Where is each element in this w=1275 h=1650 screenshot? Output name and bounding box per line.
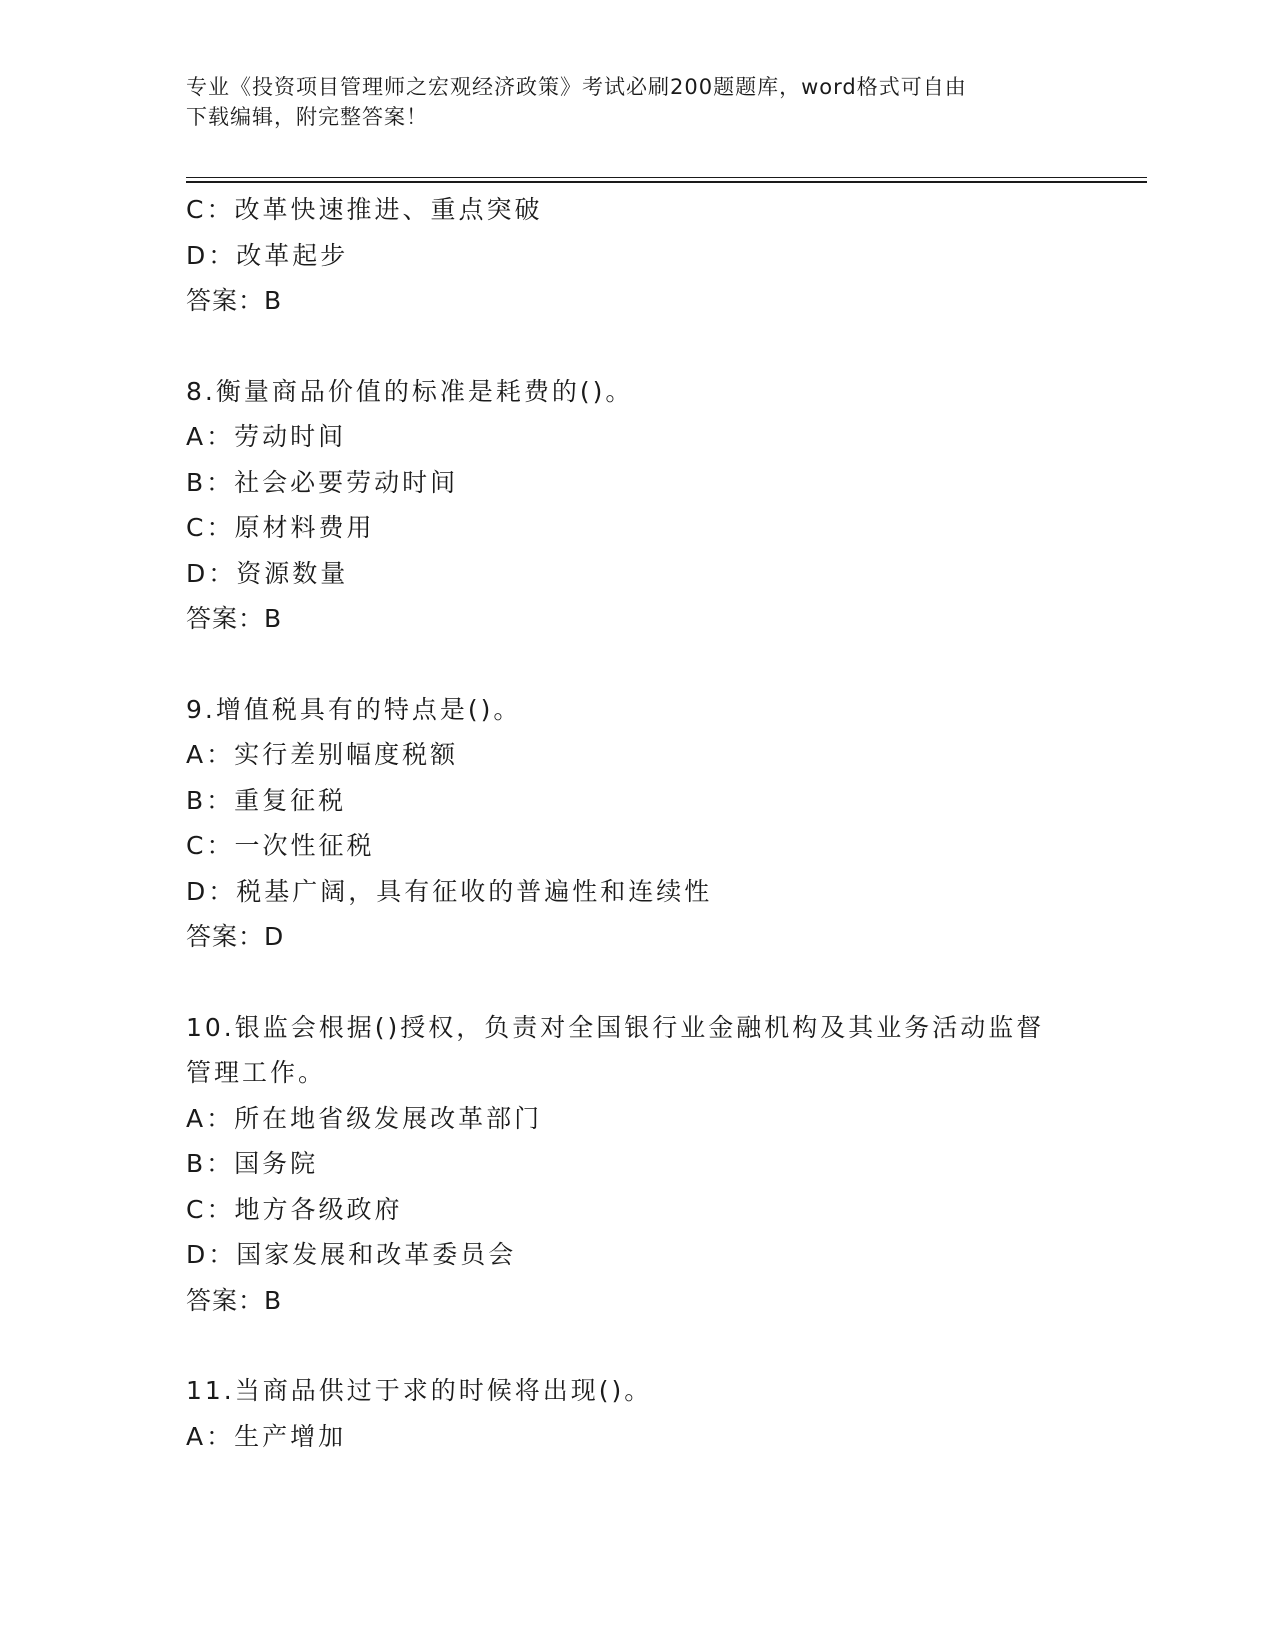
- option-a: [186, 732, 1146, 778]
- spacer: [186, 642, 1146, 687]
- question-7-continued: [186, 187, 1146, 324]
- spacer: [186, 324, 1146, 369]
- option-text: 劳动时间: [234, 422, 347, 451]
- option-text: 所在地省级发展改革部门: [234, 1103, 543, 1133]
- question-10: [186, 1005, 1146, 1324]
- answer: 答案：D: [186, 922, 285, 951]
- question-9: [186, 687, 1146, 960]
- header-title-line-1: 专业《投资项目管理师之宏观经济政策》考试必刷200题题库，word格式可自由: [186, 75, 967, 99]
- option-text: 一次性征税: [234, 831, 375, 860]
- option-text: 国家发展和改革委员会: [236, 1240, 517, 1269]
- option-label: C：: [186, 831, 235, 860]
- option-text: 原材料费用: [234, 513, 375, 542]
- header-divider-bottom: [186, 181, 1147, 183]
- spacer: [186, 1323, 1146, 1368]
- option-label: A：: [186, 740, 235, 769]
- question-11: [186, 1368, 1146, 1459]
- option-d: [186, 551, 1146, 597]
- option-c: [186, 1187, 1146, 1233]
- option-b: [186, 1141, 1146, 1187]
- option-label: B：: [186, 467, 235, 497]
- option-text: 地方各级政府: [234, 1194, 403, 1224]
- option-c: [186, 187, 1146, 233]
- option-a: [186, 1096, 1146, 1142]
- question-stem: 9.增值税具有的特点是()。: [186, 694, 522, 724]
- option-label: D：: [186, 240, 237, 270]
- option-text: 实行差别幅度税额: [234, 740, 459, 769]
- option-d: [186, 869, 1146, 915]
- option-label: B：: [186, 1149, 235, 1178]
- option-text: 税基广阔，具有征收的普遍性和连续性: [236, 876, 713, 906]
- option-c: [186, 823, 1146, 869]
- option-label: C：: [186, 195, 235, 224]
- option-text: 改革起步: [236, 240, 349, 270]
- option-label: C：: [186, 513, 235, 542]
- option-label: A：: [186, 1421, 235, 1451]
- question-stem: 11.当商品供过于求的时候将出现()。: [186, 1376, 653, 1405]
- option-text: 社会必要劳动时间: [234, 467, 459, 497]
- question-8: [186, 369, 1146, 642]
- header-title-line-2: 下载编辑，附完整答案！: [186, 105, 428, 129]
- option-a: [186, 1414, 1146, 1460]
- option-label: D：: [186, 558, 237, 588]
- option-text: 生产增加: [234, 1421, 347, 1451]
- option-d: [186, 1232, 1146, 1278]
- question-stem-line-2: 管理工作。: [186, 1058, 327, 1087]
- option-label: A：: [186, 1103, 235, 1133]
- answer: 答案：B: [186, 1285, 283, 1315]
- option-b: [186, 460, 1146, 506]
- option-label: A：: [186, 422, 235, 451]
- option-label: D：: [186, 876, 237, 906]
- option-text: 改革快速推进、重点突破: [234, 195, 543, 224]
- option-label: B：: [186, 785, 235, 815]
- option-d: [186, 233, 1146, 279]
- question-list: [186, 187, 1146, 1459]
- question-stem: 8.衡量商品价值的标准是耗费的()。: [186, 376, 634, 406]
- option-text: 重复征税: [234, 785, 347, 815]
- option-label: C：: [186, 1194, 235, 1224]
- answer: 答案：B: [186, 604, 283, 633]
- option-b: [186, 778, 1146, 824]
- header-divider-top: [186, 177, 1147, 178]
- question-stem-line-1: 10.银监会根据()授权，负责对全国银行业金融机构及其业务活动监督: [186, 1012, 1045, 1042]
- spacer: [186, 960, 1146, 1005]
- option-text: 资源数量: [236, 558, 349, 588]
- option-c: [186, 505, 1146, 551]
- option-text: 国务院: [234, 1149, 319, 1178]
- option-label: D：: [186, 1240, 237, 1269]
- document-header: [186, 72, 1066, 132]
- option-a: [186, 414, 1146, 460]
- answer: 答案：B: [186, 286, 283, 315]
